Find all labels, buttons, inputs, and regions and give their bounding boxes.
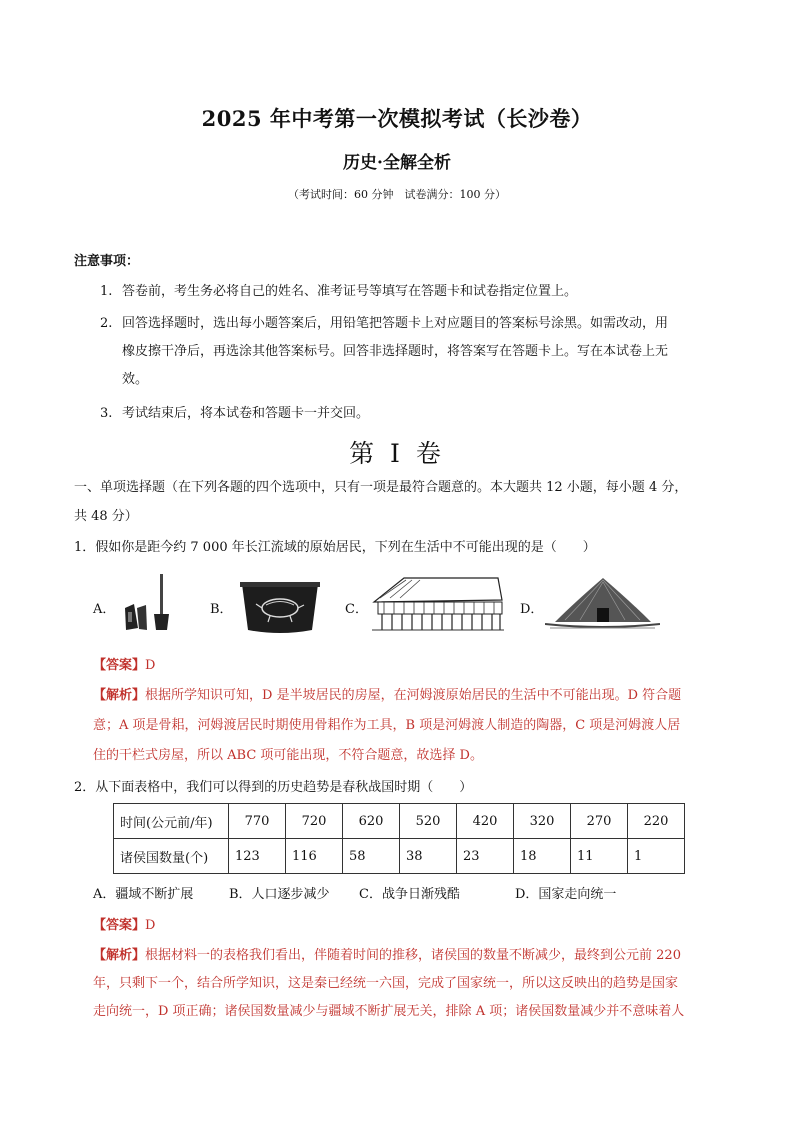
notice-item-text: 考试结束后，将本试卷和答题卡一并交回。: [122, 406, 370, 421]
bone-plough-image: [120, 572, 182, 634]
analysis-tag: 【解析】: [93, 948, 146, 963]
table-cell: 18: [514, 839, 571, 874]
table-cell: 220: [628, 804, 685, 839]
table-cell: 770: [229, 804, 286, 839]
table-cell: 720: [286, 804, 343, 839]
q1-option-d-label: D．: [520, 602, 544, 617]
section-heading-line-2: 共 48 分）: [74, 509, 138, 524]
exam-info: （考试时间：60 分钟 试卷满分：100 分）: [288, 188, 506, 201]
notice-item-num: 1.: [100, 284, 113, 299]
question-2-stem: 2．从下面表格中，我们可以得到的历史趋势是春秋战国时期（ ）: [74, 780, 473, 795]
notice-item-2-line-2: 橡皮擦干净后，再选涂其他答案标号。回答非选择题时，将答案写在答题卡上。写在本试卷上无: [122, 344, 669, 359]
table-cell: 123: [229, 839, 286, 874]
q1-option-a-label: A．: [93, 602, 116, 617]
q2-option-d: D．国家走向统一: [515, 887, 617, 902]
q2-analysis-line-3: 走向统一，D 项正确；诸侯国数量减少与疆域不断扩展无关，排除 A 项；诸侯国数量减少并不意味着人: [93, 1004, 685, 1019]
q1-analysis-line-2: 意；A 项是骨耜，河姆渡居民时期使用骨耜作为工具，B 项是河姆渡人制造的陶器，C 项是河姆渡人居: [93, 718, 681, 733]
notice-item-2-line-3: 效。: [122, 372, 149, 387]
table-cell: 320: [514, 804, 571, 839]
analysis-text: 根据材料一的表格我们看出，伴随着时间的推移，诸侯国的数量不断减少，最终到公元前 220: [145, 948, 681, 963]
table-cell: 270: [571, 804, 628, 839]
table-cell: 620: [343, 804, 400, 839]
table-header-cell: 诸侯国数量(个): [114, 839, 229, 874]
answer-value: D: [145, 918, 156, 933]
q1-option-c-label: C．: [345, 602, 368, 617]
answer-value: D: [145, 658, 156, 673]
notice-heading: 注意事项：: [74, 254, 140, 269]
history-table: [113, 803, 685, 874]
q1-answer: [93, 654, 155, 673]
table-cell: 11: [571, 839, 628, 874]
hut-image: [545, 572, 660, 634]
notice-item-num: 2.: [100, 316, 113, 331]
analysis-tag: 【解析】: [93, 688, 146, 703]
volume-title: 第 I 卷: [349, 439, 445, 468]
q1-analysis-line-1: [93, 682, 723, 710]
notice-item-num: 3.: [100, 406, 113, 421]
q2-option-b: B．人口逐步减少: [229, 887, 330, 902]
q2-options: [93, 883, 733, 902]
analysis-text: 根据所学知识可知，D 是半坡居民的房屋，在河姆渡原始居民的生活中不可能出现。D 符合题: [145, 688, 682, 703]
pottery-image: [240, 580, 320, 636]
q2-option-a: A．疆域不断扩展: [93, 887, 194, 902]
answer-tag: 【答案】: [93, 918, 146, 933]
q2-analysis-line-2: 年，只剩下一个，结合所学知识，这是秦已经统一六国，完成了国家统一，所以这反映出的趋势是国家: [93, 976, 679, 991]
q2-analysis-line-1: [93, 942, 723, 970]
table-row: [114, 839, 685, 874]
stilt-house-image: [370, 572, 505, 634]
notice-item-1: [100, 278, 722, 306]
table-cell: 1: [628, 839, 685, 874]
q2-option-c: C．战争日渐残酷: [359, 887, 460, 902]
table-cell: 420: [457, 804, 514, 839]
notice-item-text: 回答选择题时，选出每小题答案后，用铅笔把答题卡上对应题目的答案标号涂黑。如需改动，用: [122, 316, 669, 331]
page-subtitle: 历史·全解全析: [343, 153, 451, 173]
table-header-cell: 时间(公元前/年): [114, 804, 229, 839]
table-cell: 116: [286, 839, 343, 874]
table-cell: 520: [400, 804, 457, 839]
table-row: [114, 804, 685, 839]
question-1-stem: 1．假如你是距今约 7 000 年长江流域的原始居民，下列在生活中不可能出现的是（ ）: [74, 540, 596, 555]
notice-item-2: [100, 310, 722, 338]
table-cell: 38: [400, 839, 457, 874]
q2-answer: [93, 914, 155, 933]
q1-option-b-label: B．: [210, 602, 233, 617]
q1-analysis-line-3: 住的干栏式房屋，所以 ABC 项可能出现，不符合题意，故选择 D。: [93, 748, 483, 763]
notice-item-text: 答卷前，考生务必将自己的姓名、准考证号等填写在答题卡和试卷指定位置上。: [122, 284, 578, 299]
notice-item-3: [100, 400, 722, 428]
section-heading-line-1: 一、单项选择题（在下列各题的四个选项中，只有一项是最符合题意的。本大题共 12 小题，每小题 4 分，: [74, 480, 688, 495]
table-cell: 58: [343, 839, 400, 874]
page-title: 2025 年中考第一次模拟考试（长沙卷）: [201, 106, 593, 131]
answer-tag: 【答案】: [93, 658, 146, 673]
table-cell: 23: [457, 839, 514, 874]
